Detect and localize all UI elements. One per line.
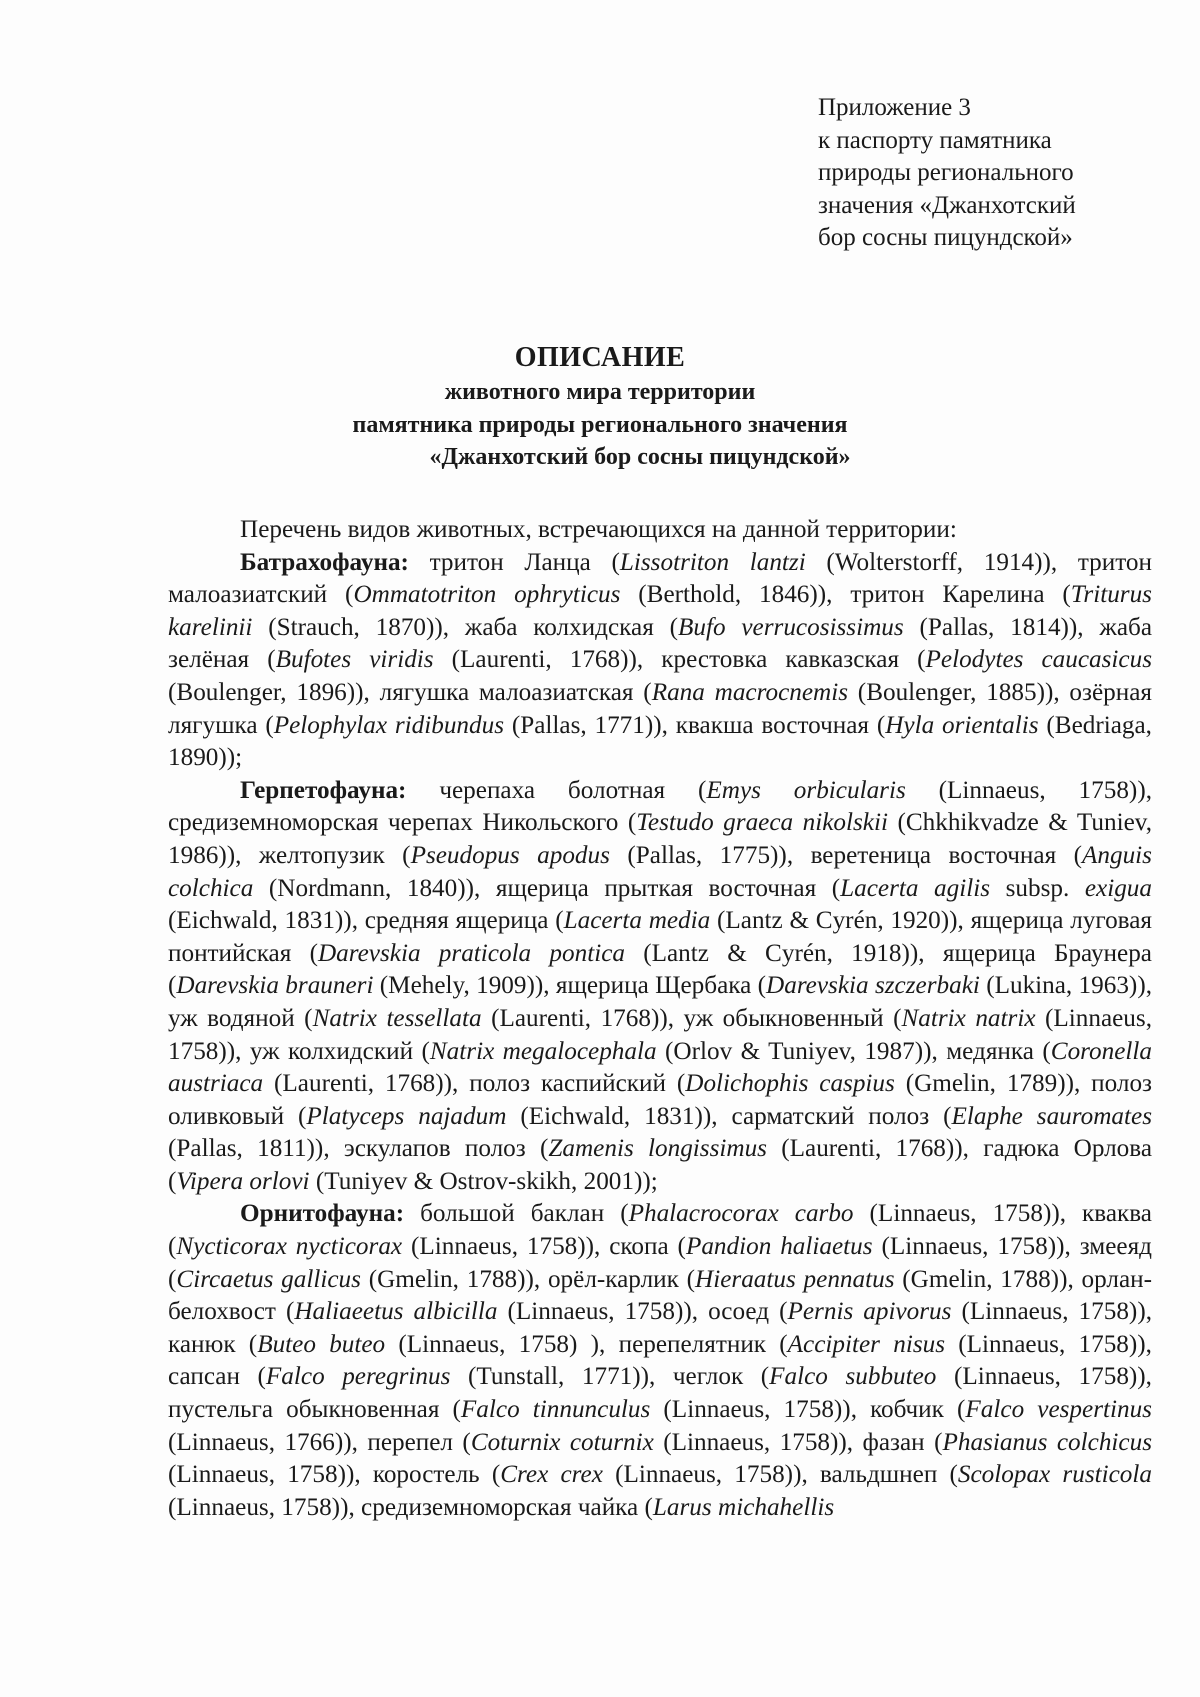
- text-run: (Eichwald, 1831)), сарматский полоз (: [506, 1102, 952, 1130]
- text-run: (Pallas, 1814)), жаба зелёная (: [168, 613, 1152, 674]
- section-heading: Батрахофауна:: [240, 548, 409, 576]
- text-run: (Eichwald, 1831)), средняя ящерица (: [168, 907, 564, 935]
- species-latin-name: Larus michahellis: [652, 1493, 835, 1521]
- species-latin-name: Anguis colchica: [168, 841, 1152, 902]
- species-latin-name: Accipiter nisus: [787, 1330, 946, 1358]
- species-latin-name: Crex crex: [500, 1461, 603, 1489]
- title-subline: «Джанхотский бор сосны пицундской»: [429, 444, 851, 470]
- title-subline: памятника природы регионального значения: [352, 411, 848, 438]
- text-run: (Laurenti, 1768)), уж обыкновенный (: [481, 1004, 902, 1032]
- document-body: [168, 514, 1152, 1524]
- text-run: (Laurenti, 1768)), полоз каспийский (: [263, 1070, 686, 1098]
- species-latin-name: Falco tinnunculus: [460, 1396, 651, 1424]
- section-batrachofauna: [168, 547, 1152, 775]
- text-run: (Linnaeus, 1758)), канюк (: [168, 1298, 1153, 1358]
- species-latin-name: Natrix megalocephala: [429, 1037, 657, 1065]
- text-run: (Orlov & Tuniyev, 1987)), медянка (: [656, 1037, 1051, 1065]
- text-run: (Laurenti, 1768)), гадюка Орлова (: [168, 1135, 1152, 1195]
- species-latin-name: Vipera orlovi: [176, 1167, 310, 1195]
- species-latin-name: Testudo graeca nikolskii: [636, 809, 888, 837]
- text-run: (Mehely, 1909)), ящерица Щербака (: [373, 972, 767, 1000]
- species-latin-name: Natrix tessellata: [312, 1004, 482, 1032]
- species-latin-name: Pandion haliaetus: [685, 1233, 873, 1261]
- appendix-line: Приложение 3: [818, 94, 971, 121]
- species-latin-name: Lacerta media: [563, 907, 711, 935]
- text-run: (Laurenti, 1768)), крестовка кавказская (: [433, 646, 926, 674]
- text-run: (Gmelin, 1788)), орёл-карлик (: [360, 1265, 696, 1293]
- species-latin-name: Ommatotriton ophryticus: [353, 581, 621, 609]
- text-run: (Linnaeus, 1758)), скопа (: [402, 1233, 686, 1261]
- text-run: (Lukina, 1963)), уж водяной (: [168, 972, 1153, 1032]
- text-run: (Tuniyev & Ostrov-skikh, 2001));: [309, 1167, 658, 1195]
- species-latin-name: Scolopax rusticola: [957, 1461, 1152, 1489]
- text-run: (Linnaeus, 1758)), фазан (: [653, 1428, 943, 1456]
- text-run: (Pallas, 1775)), веретеница восточная (: [609, 841, 1083, 869]
- species-latin-name: Bufo verrucosissimus: [677, 613, 904, 641]
- species-latin-name: Elaphe sauromates: [951, 1102, 1153, 1130]
- species-latin-name: Falco subbuteo: [769, 1363, 937, 1391]
- text-run: (Linnaeus, 1758)), кобчик (: [650, 1396, 966, 1424]
- species-latin-name: Platyceps najadum: [306, 1102, 507, 1130]
- species-latin-name: Hyla orientalis: [885, 711, 1039, 739]
- species-latin-name: Darevskia brauneri: [176, 972, 374, 1000]
- species-latin-name: Pelodytes caucasicus: [925, 646, 1153, 674]
- appendix-line: к паспорту памятника: [818, 126, 1052, 154]
- species-latin-name: Pseudopus apodus: [410, 841, 610, 869]
- text-run: (Linnaeus, 1758)), сапсан (: [168, 1330, 1152, 1391]
- text-run: (Linnaeus, 1758)), змееяд (: [168, 1233, 1152, 1293]
- text-run: (Nordmann, 1840)), ящерица прыткая восточная (: [253, 874, 841, 902]
- species-latin-name: Phalacrocorax carbo: [628, 1200, 854, 1228]
- species-latin-name: Lacerta agilis: [840, 874, 991, 902]
- text-run: (Gmelin, 1788)), орлан-белохвост (: [168, 1265, 1152, 1326]
- text-run: (Linnaeus, 1758) ), перепелятник (: [385, 1330, 788, 1358]
- text-run: (Gmelin, 1789)), полоз оливковый (: [168, 1070, 1152, 1130]
- document-title: [0, 340, 1200, 474]
- intro-paragraph: Перечень видов животных, встречающихся на данной территории:: [240, 516, 957, 543]
- text-run: (Lantz & Cyrén, 1918)), ящерица Браунера (: [168, 939, 1152, 1000]
- section-heading: Орнитофауна:: [240, 1200, 405, 1228]
- species-latin-name: Zamenis longissimus: [548, 1135, 767, 1163]
- text-run: черепаха болотная (: [406, 776, 707, 804]
- species-latin-name: Rana macrocnemis: [651, 678, 849, 706]
- species-latin-name: Pernis apivorus: [787, 1298, 952, 1326]
- text-run: (Linnaeus, 1758)), средиземноморская чайка (: [168, 1493, 653, 1521]
- text-run: (Linnaeus, 1758)), уж колхидский (: [168, 1004, 1152, 1065]
- text-run: (Lantz & Cyrén, 1920)), ящерица луговая понтийская (: [168, 907, 1152, 967]
- text-run: (Wolterstorff, 1914)), тритон малоазиатский (: [168, 548, 1153, 609]
- section-herpetofauna: [168, 775, 1152, 1199]
- text-run: (Pallas, 1811)), эскулапов полоз (: [168, 1135, 549, 1163]
- species-latin-name: Bufotes viridis: [275, 646, 434, 674]
- section-text: [168, 1200, 1152, 1520]
- species-latin-name: Phasianus colchicus: [942, 1428, 1152, 1456]
- species-latin-name: Falco vespertinus: [965, 1396, 1152, 1424]
- appendix-line: бор сосны пицундской»: [818, 224, 1073, 251]
- section-text: [168, 549, 1152, 772]
- title-subline: животного мира территории: [444, 379, 756, 405]
- species-latin-name: Hieraatus pennatus: [695, 1265, 895, 1293]
- species-latin-name: Natrix natrix: [901, 1004, 1036, 1032]
- text-run: (Bedriaga, 1890));: [168, 711, 1152, 772]
- text-run: (Boulenger, 1885)), озёрная лягушка (: [168, 678, 1152, 739]
- text-run: (Linnaeus, 1758)), коростель (: [168, 1461, 501, 1489]
- species-latin-name: Pelophylax ridibundus: [273, 711, 504, 739]
- species-latin-name: Falco peregrinus: [265, 1363, 451, 1391]
- species-latin-name: Darevskia szczerbaki: [766, 972, 980, 1000]
- text-run: (Pallas, 1771)), квакша восточная (: [504, 711, 886, 739]
- species-latin-name: Dolichophis caspius: [685, 1070, 895, 1098]
- text-run: (Linnaeus, 1758)), средиземноморская черепах Никольского (: [168, 776, 1152, 837]
- section-ornithofauna: [168, 1198, 1152, 1524]
- species-latin-name: Nycticorax nycticorax: [176, 1233, 403, 1261]
- title-main: ОПИСАНИЕ: [514, 342, 686, 373]
- text-run: (Linnaeus, 1758)), кваква (: [168, 1200, 1152, 1261]
- appendix-note: [818, 92, 1076, 255]
- species-latin-name: Haliaeetus albicilla: [294, 1298, 498, 1326]
- text-run: (Tunstall, 1771)), чеглок (: [450, 1363, 770, 1391]
- species-latin-name: Emys orbicularis: [706, 776, 906, 804]
- species-latin-name: Triturus karelinii: [168, 581, 1152, 641]
- text-run: (Linnaeus, 1758)), осоед (: [497, 1298, 788, 1326]
- text-run: subsp.: [990, 874, 1085, 902]
- section-heading: Герпетофауна:: [240, 776, 407, 804]
- species-latin-name: Circaetus gallicus: [176, 1265, 361, 1293]
- text-run: (Berthold, 1846)), тритон Карелина (: [620, 581, 1071, 609]
- species-latin-name: Coturnix coturnix: [470, 1428, 654, 1456]
- text-run: (Linnaeus, 1766)), перепел (: [168, 1428, 471, 1456]
- species-latin-name: Darevskia praticola pontica: [317, 939, 625, 967]
- appendix-line: значения «Джанхотский: [818, 191, 1076, 219]
- species-latin-name: Lissotriton lantzi: [619, 548, 806, 576]
- section-text: [168, 777, 1152, 1195]
- text-run: (Chkhikvadze & Tuniev, 1986)), желтопузик (: [168, 809, 1152, 869]
- text-run: (Linnaeus, 1758)), пустельга обыкновенная (: [168, 1363, 1152, 1424]
- text-run: (Linnaeus, 1758)), вальдшнеп (: [602, 1461, 958, 1489]
- species-latin-name: Buteo buteo: [257, 1330, 386, 1358]
- text-run: (Strauch, 1870)), жаба колхидская (: [252, 613, 678, 641]
- species-latin-name: exigua: [1084, 874, 1152, 902]
- text-run: тритон Ланца (: [408, 548, 620, 576]
- text-run: (Boulenger, 1896)), лягушка малоазиатская (: [168, 678, 652, 706]
- text-run: большой баклан (: [404, 1200, 629, 1228]
- appendix-line: природы регионального: [818, 159, 1074, 186]
- species-latin-name: Coronella austriaca: [168, 1037, 1152, 1098]
